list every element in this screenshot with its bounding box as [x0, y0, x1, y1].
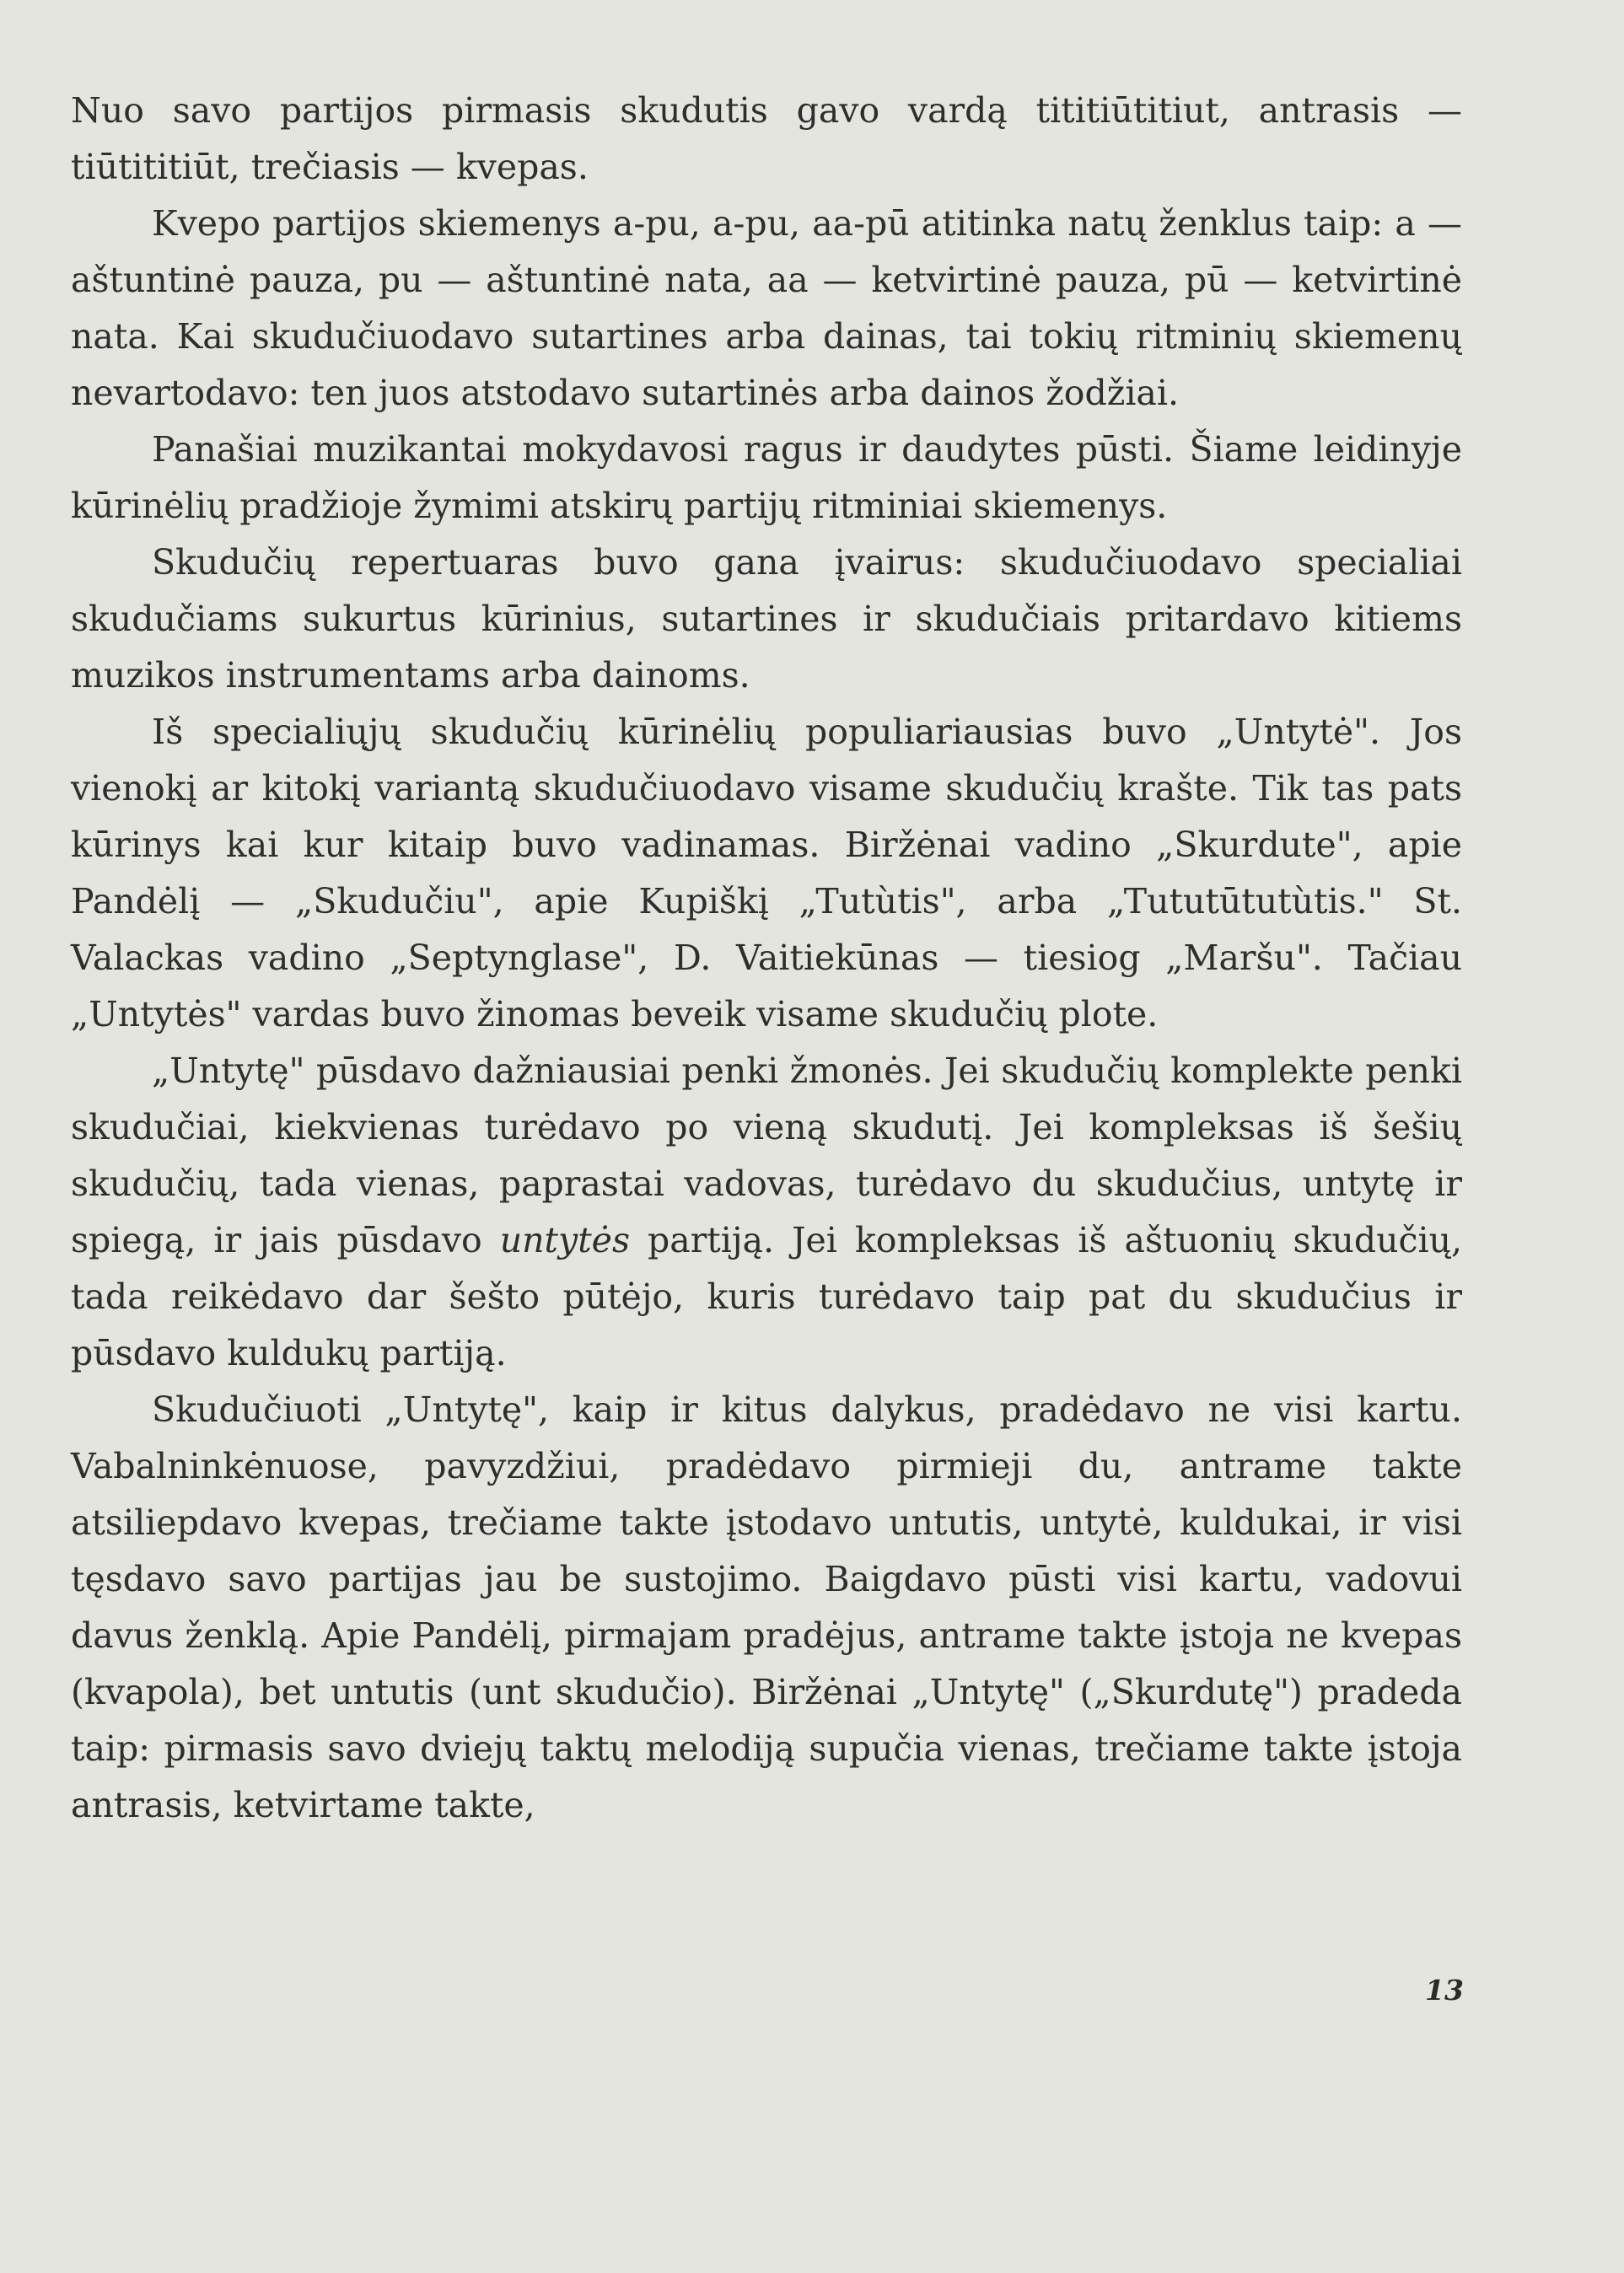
paragraph-6-italic-term: untytės	[499, 1220, 630, 1260]
paragraph-7: Skudučiuoti „Untytę", kaip ir kitus dalykus, pradėdavo ne visi kartu. Vabalninkėnuose, pavyzdžiui, pradėdavo pirmieji du, antrame takte atsiliepdavo kvepas, trečiame takte įstodavo untutis, untytė, kuldukai, ir visi tęsdavo savo partijas jau be sustojimo. Baigdavo pūsti visi kartu, vadovui davus ženklą. Apie Pandėlį, pirmajam pradėjus, antrame takte įstoja ne kvepas (kvapola), bet untutis (unt skudučio). Biržėnai „Untytę" („Skurdutę") pradeda taip: pirmasis savo dviejų taktų melodiją supučia vienas, trečiame takte įstoja antrasis, ketvirtame takte,	[71, 1389, 1462, 1825]
paragraph-4: Skudučių repertuaras buvo gana įvairus: skudučiuodavo specialiai skudučiams sukurtus kūrinius, sutartines ir skudučiais pritardavo kitiems muzikos instrumentams arba dainoms.	[71, 542, 1462, 696]
paragraph-6-text-before: „Untytę" pūsdavo dažniausiai penki žmonės. Jei skudučių komplekte penki skudučiai, kiekvienas turėdavo po vieną skudutį. Jei kompleksas iš šešių skudučių, tada vienas, paprastai vadovas, turėdavo du skudučius, untytę ir spiegą, ir jais pūsdavo	[71, 1051, 1462, 1260]
body-text	[71, 83, 1462, 1834]
page-number: 13	[1425, 1974, 1464, 2007]
paragraph-6-text-after: partiją. Jei kompleksas iš aštuonių skudučių, tada reikėdavo dar šešto pūtėjo, kuris turėdavo taip pat du skudučius ir pūsdavo kuldukų partiją.	[71, 1220, 1463, 1373]
paragraph-3: Panašiai muzikantai mokydavosi ragus ir daudytes pūsti. Šiame leidinyje kūrinėlių pradžioje žymimi atskirų partijų ritminiai skiemenys.	[71, 429, 1462, 526]
paragraph-1: Nuo savo partijos pirmasis skudutis gavo vardą tititiūtitiut, antrasis — tiūtititiūt, trečiasis — kvepas.	[71, 90, 1462, 187]
paragraph-6	[71, 1043, 1462, 1382]
paragraph-5: Iš specialiųjų skudučių kūrinėlių populiariausias buvo „Untytė". Jos vienokį ar kitokį variantą skudučiuodavo visame skudučių krašte. Tik tas pats kūrinys kai kur kitaip buvo vadinamas. Biržėnai vadino „Skurdute", apie Pandėlį — „Skudučiu", apie Kupiškį „Tutùtis", arba „Tututūtutùtis." St. Valackas vadino „Septynglase", D. Vaitiekūnas — tiesiog „Maršu". Tačiau „Untytės" vardas buvo žinomas beveik visame skudučių plote.	[71, 712, 1462, 1034]
paragraph-2: Kvepo partijos skiemenys a-pu, a-pu, aa-pū atitinka natų ženklus taip: a — aštuntinė pauza, pu — aštuntinė nata, aa — ketvirtinė pauza, pū — ketvirtinė nata. Kai skudučiuodavo sutartines arba dainas, tai tokių ritminių skiemenų nevartodavo: ten juos atstodavo sutartinės arba dainos žodžiai.	[71, 203, 1462, 413]
